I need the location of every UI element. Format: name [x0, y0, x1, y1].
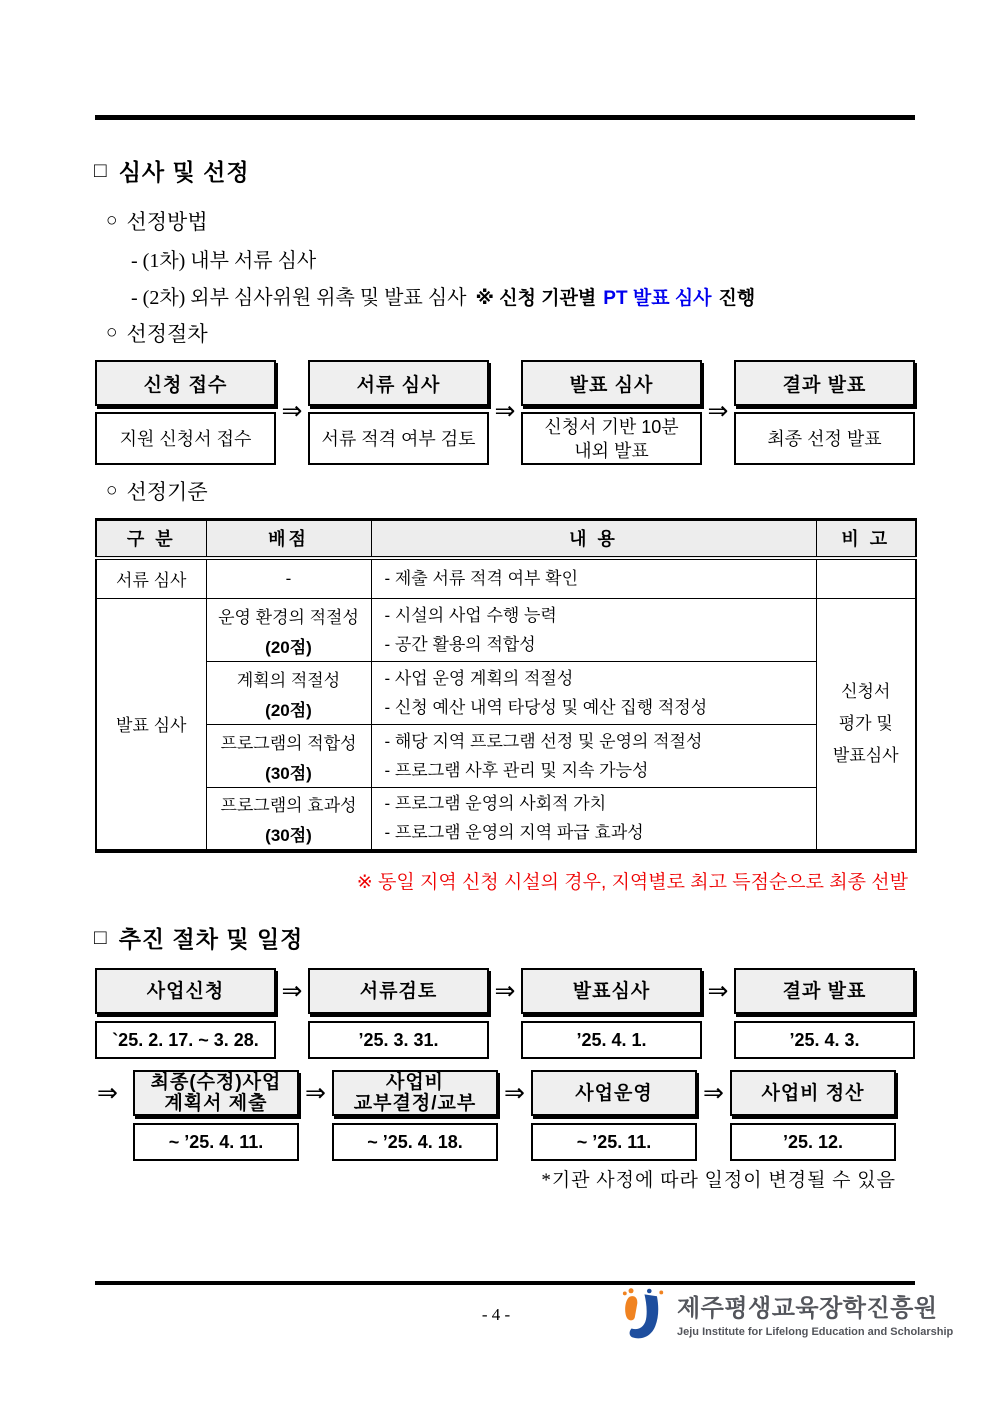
bottom-rule: [95, 1281, 915, 1285]
flow-step-1-desc-line1: 지원 신청서 접수: [119, 428, 252, 449]
flow-arrow-icon: ⇒: [494, 977, 516, 1005]
flow-arrow-icon: ⇒: [504, 1079, 525, 1107]
square-bullet-icon: □: [94, 158, 108, 182]
schedule-step-6: [332, 1070, 498, 1161]
cell-content-line: - 프로그램 운영의 사회적 가치: [384, 794, 607, 814]
criteria-header-row: [96, 520, 916, 558]
table-row-presentation-1: [96, 599, 916, 662]
cell-content: [371, 599, 816, 662]
cell-remark-empty: [816, 558, 916, 599]
cell-points: [206, 599, 371, 662]
flow-step-3-desc-line1: 신청서 기반 10분: [544, 416, 679, 437]
cell-points: [206, 662, 371, 725]
cell-points: -: [206, 558, 371, 599]
points-title: 프로그램의 효과성: [220, 795, 357, 815]
label-selection-method-text: 선정방법: [126, 210, 208, 234]
cell-remark: [816, 599, 916, 851]
col-header-points: 배점: [206, 520, 371, 558]
schedule-step-5: [133, 1070, 299, 1161]
schedule-step-1-date: `25. 2. 17. ~ 3. 28.: [95, 1021, 276, 1059]
institute-logo-icon: [620, 1288, 668, 1342]
flow-step-3-desc-line2: 내외 발표: [574, 440, 649, 461]
square-bullet-icon: □: [94, 925, 108, 949]
schedule-step-7: [531, 1070, 697, 1161]
flow-step-2: [308, 360, 489, 465]
flow-step-2-desc-line1: 서류 적격 여부 검토: [321, 428, 476, 449]
flow-arrow-icon: ⇒: [281, 977, 303, 1005]
schedule-step-4: [734, 968, 915, 1059]
col-header-category: 구 분: [96, 520, 206, 558]
schedule-step-title-line1: 사업비: [385, 1072, 445, 1093]
flow-step-4: [734, 360, 915, 465]
institute-name-korean: 제주평생교육장학진흥원: [677, 1295, 938, 1322]
cell-category: 서류 심사: [96, 558, 206, 599]
remark-line: 발표심사: [832, 745, 899, 765]
label-selection-procedure-text: 선정절차: [126, 322, 208, 346]
schedule-step-title-line1: 결과 발표: [782, 980, 867, 1002]
schedule-step-1: [95, 968, 276, 1059]
schedule-step-title-line1: 사업비 정산: [761, 1082, 865, 1104]
institute-logo-text: [677, 1288, 953, 1338]
page-number: - 4 -: [481, 1305, 511, 1324]
label-selection-criteria: [106, 476, 208, 506]
flow-step-1-title: 신청 접수: [95, 360, 276, 406]
flow-arrow-icon: ⇒: [494, 397, 516, 425]
label-selection-criteria-text: 선정기준: [126, 480, 208, 504]
institute-logo: [620, 1288, 953, 1342]
flow-arrow-icon: ⇒: [97, 1079, 118, 1107]
method-item-2-highlight: PT 발표 심사: [603, 288, 712, 309]
schedule-step-title-line1: 최종(수정)사업: [150, 1072, 282, 1093]
circle-bullet-icon: ○: [106, 210, 118, 231]
cell-content: [371, 662, 816, 725]
points-score: (20점): [265, 700, 312, 720]
cell-content-line: - 제출 서류 적격 여부 확인: [384, 569, 578, 589]
schedule-step-7-date: ~ ’25. 11.: [531, 1123, 697, 1161]
method-item-1: - (1차) 내부 서류 심사: [131, 250, 317, 272]
cell-content-line: - 프로그램 사후 관리 및 지속 가능성: [384, 761, 649, 780]
flow-arrow-icon: ⇒: [305, 1079, 326, 1107]
schedule-step-title-line1: 사업신청: [146, 980, 225, 1002]
points-score: (30점): [265, 763, 312, 783]
schedule-step-8: [730, 1070, 896, 1161]
flow-step-3-title: 발표 심사: [521, 360, 702, 406]
flow-arrow-icon: ⇒: [707, 397, 729, 425]
cell-content-line: - 사업 운영 계획의 적절성: [384, 669, 574, 688]
section-heading-review-text: 심사 및 선정: [118, 159, 250, 185]
flow-step-1: [95, 360, 276, 465]
section-heading-schedule-text: 추진 절차 및 일정: [118, 926, 304, 952]
criteria-table: [95, 518, 917, 853]
remark-line: 신청서: [841, 681, 891, 701]
schedule-step-3-date: ’25. 4. 1.: [521, 1021, 702, 1059]
table-row-presentation-4: [96, 788, 916, 851]
section-heading-review: [94, 154, 250, 187]
red-note: ※ 동일 지역 신청 시설의 경우, 지역별로 최고 득점순으로 최종 선발: [356, 872, 908, 893]
label-selection-method: [106, 206, 208, 236]
cell-content: [371, 788, 816, 851]
procedure-flowchart: [95, 360, 915, 465]
flow-step-2-title: 서류 심사: [308, 360, 489, 406]
schedule-step-2: [308, 968, 489, 1059]
schedule-step-2-title: [308, 968, 489, 1014]
flow-step-3-desc: [521, 412, 702, 465]
schedule-step-title-line1: 사업운영: [575, 1082, 653, 1104]
schedule-step-2-date: ’25. 3. 31.: [308, 1021, 489, 1059]
flow-step-4-title: 결과 발표: [734, 360, 915, 406]
schedule-step-3: [521, 968, 702, 1059]
institute-name-english: Jeju Institute for Lifelong Education and Scholarship: [677, 1326, 954, 1338]
flow-arrow-icon: ⇒: [703, 1079, 724, 1107]
table-row-presentation-2: [96, 662, 916, 725]
method-item-2-main: - (2차) 외부 심사위원 위촉 및 발표 심사: [131, 287, 467, 309]
schedule-row-2: [95, 1070, 896, 1161]
schedule-step-3-title: [521, 968, 702, 1014]
section-heading-schedule: [94, 921, 303, 954]
schedule-step-4-title: [734, 968, 915, 1014]
circle-bullet-icon: ○: [106, 480, 118, 501]
top-rule: [95, 115, 915, 120]
circle-bullet-icon: ○: [106, 322, 118, 343]
flow-step-3: [521, 360, 702, 465]
points-title: 운영 환경의 적절성: [218, 607, 359, 627]
cell-content: [371, 558, 816, 599]
flow-step-1-desc: [95, 412, 276, 465]
schedule-step-5-date: ~ ’25. 4. 11.: [133, 1123, 299, 1161]
schedule-step-8-date: ’25. 12.: [730, 1123, 896, 1161]
table-row-presentation-3: [96, 725, 916, 788]
flow-step-2-desc: [308, 412, 489, 465]
cell-content-line: - 신청 예산 내역 타당성 및 예산 집행 적정성: [384, 698, 708, 717]
flow-arrow-icon: ⇒: [281, 397, 303, 425]
method-item-2-tail: 진행: [718, 288, 756, 309]
flow-arrow-icon: ⇒: [707, 977, 729, 1005]
flow-step-4-desc: [734, 412, 915, 465]
points-title: 프로그램의 적합성: [220, 733, 357, 753]
method-item-2-bold: ※ 신청 기관별: [475, 288, 597, 309]
schedule-step-6-title: [332, 1070, 498, 1116]
flow-step-4-desc-line1: 최종 선정 발표: [767, 428, 882, 449]
cell-points: [206, 725, 371, 788]
schedule-step-6-date: ~ ’25. 4. 18.: [332, 1123, 498, 1161]
remark-line: 평가 및: [838, 713, 893, 733]
cell-points: [206, 788, 371, 851]
schedule-step-title-line1: 서류검토: [359, 980, 438, 1002]
table-row-document-review: [96, 558, 916, 599]
schedule-step-title-line1: 발표심사: [572, 980, 651, 1002]
points-score: (20점): [265, 637, 312, 657]
schedule-step-1-title: [95, 968, 276, 1014]
schedule-step-title-line2: 계획서 제출: [164, 1093, 268, 1114]
cell-content-line: - 공간 활용의 적합성: [384, 635, 536, 654]
points-title: 계획의 적절성: [236, 670, 341, 690]
points-score: (30점): [265, 825, 312, 845]
cell-content-line: - 해당 지역 프로그램 선정 및 운영의 적절성: [384, 732, 703, 751]
cell-content: [371, 725, 816, 788]
schedule-note: *기관 사정에 따라 일정이 변경될 수 있음: [541, 1170, 896, 1191]
cell-category-presentation: 발표 심사: [96, 599, 206, 851]
schedule-step-4-date: ’25. 4. 3.: [734, 1021, 915, 1059]
method-item-2: [131, 281, 755, 310]
cell-content-line: - 시설의 사업 수행 능력: [384, 606, 557, 625]
label-selection-procedure: [106, 318, 208, 348]
cell-content-line: - 프로그램 운영의 지역 파급 효과성: [384, 823, 644, 843]
schedule-step-5-title: [133, 1070, 299, 1116]
schedule-step-7-title: [531, 1070, 697, 1116]
schedule-row-1: [95, 968, 915, 1059]
col-header-content: 내 용: [371, 520, 816, 558]
schedule-step-8-title: [730, 1070, 896, 1116]
col-header-remark: 비 고: [816, 520, 916, 558]
schedule-step-title-line2: 교부결정/교부: [353, 1093, 477, 1114]
